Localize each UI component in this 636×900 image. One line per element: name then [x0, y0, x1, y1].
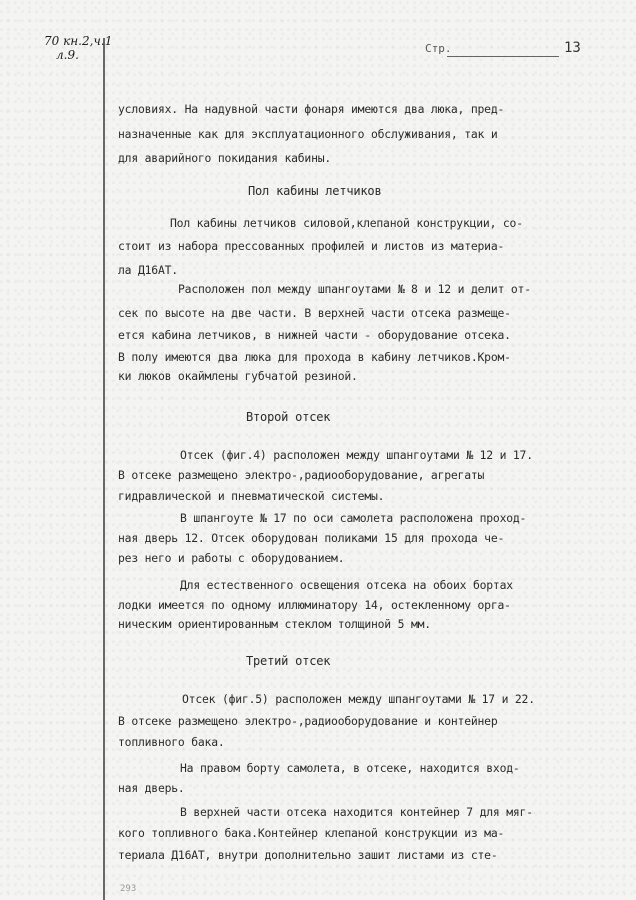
- body-line: лодки имеется по одному иллюминатору 14, остекленному орга-: [118, 598, 511, 612]
- body-line: для аварийного покидания кабины.: [118, 151, 332, 165]
- margin-rule: [103, 38, 105, 900]
- body-line: стоит из набора прессованных профилей и листов из материа-: [118, 239, 505, 253]
- body-line: Пол кабины летчиков силовой,клепаной конструкции, со-: [170, 216, 523, 230]
- page-number: 13: [564, 40, 581, 56]
- page-number-underline: [447, 56, 559, 57]
- body-line: условиях. На надувной части фонаря имеются два люка, пред-: [118, 102, 505, 116]
- margin-reference-note: 70 кн.2,ч.1: [44, 34, 113, 48]
- footer-stamp: 293: [120, 884, 137, 894]
- body-line: топливного бака.: [118, 735, 225, 749]
- body-line: Для естественного освещения отсека на обоих бортах: [180, 578, 513, 592]
- section-heading: Третий отсек: [246, 654, 331, 668]
- body-line: На правом борту самолета, в отсеке, находится вход-: [180, 761, 520, 775]
- section-heading: Пол кабины летчиков: [248, 184, 382, 198]
- body-line: назначенные как для эксплуатационного обслуживания, так и: [118, 127, 498, 141]
- body-line: ется кабина летчиков, в нижней части - оборудование отсека.: [118, 328, 511, 342]
- body-line: ная дверь.: [118, 781, 185, 795]
- body-line: В отсеке размещено электро-,радиооборудование, агрегаты: [118, 468, 485, 482]
- body-line: сек по высоте на две части. В верхней части отсека размеще-: [118, 306, 511, 320]
- body-line: рез него и работы с оборудованием.: [118, 551, 345, 565]
- body-line: Отсек (фиг.5) расположен между шпангоутами № 17 и 22.: [182, 692, 535, 706]
- body-line: Отсек (фиг.4) расположен между шпангоутами № 12 и 17.: [180, 448, 533, 462]
- page-label: Стр.: [425, 42, 452, 55]
- margin-sheet-note: л.9.: [56, 48, 79, 62]
- body-line: Расположен пол между шпангоутами № 8 и 12 и делит от-: [178, 282, 531, 296]
- body-line: ная дверь 12. Отсек оборудован поликами 15 для прохода че-: [118, 531, 505, 545]
- body-line: В верхней части отсека находится контейнер 7 для мяг-: [180, 805, 533, 819]
- body-line: В шпангоуте № 17 по оси самолета расположена проход-: [180, 511, 527, 525]
- body-line: ки люков окаймлены губчатой резиной.: [118, 369, 358, 383]
- body-line: ла Д16АТ.: [118, 263, 178, 277]
- body-line: В полу имеются два люка для прохода в кабину летчиков.Кром-: [118, 350, 511, 364]
- body-line: териала Д16АТ, внутри дополнительно зашит листами из сте-: [118, 848, 498, 862]
- body-line: В отсеке размещено электро-,радиооборудование и контейнер: [118, 714, 498, 728]
- body-line: кого топливного бака.Контейнер клепаной конструкции из ма-: [118, 826, 505, 840]
- body-line: гидравлической и пневматической системы.: [118, 489, 385, 503]
- section-heading: Второй отсек: [246, 410, 331, 424]
- body-line: ническим ориентированным стеклом толщиной 5 мм.: [118, 617, 431, 631]
